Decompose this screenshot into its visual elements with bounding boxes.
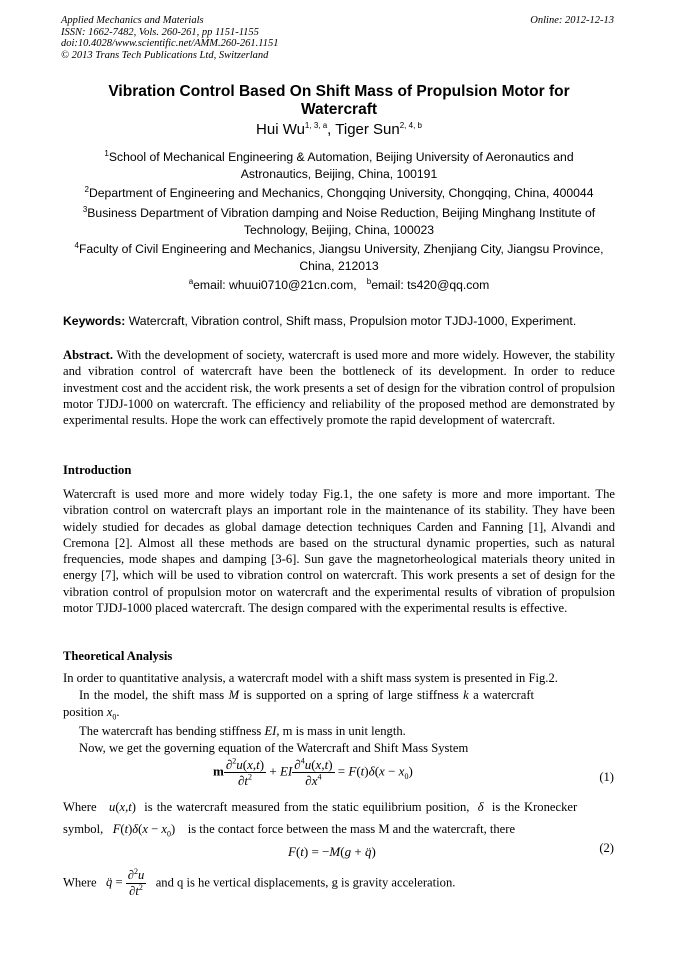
email-a-mark: a bbox=[188, 276, 194, 286]
theory-line-3: position $x_0$. bbox=[63, 705, 120, 722]
affiliation-text: China, 212013 bbox=[299, 258, 379, 273]
equation-1-number: (1) bbox=[599, 770, 614, 784]
paper-title bbox=[61, 83, 617, 119]
abstract bbox=[63, 347, 615, 428]
var-k: k bbox=[463, 688, 469, 702]
affiliation-3 bbox=[61, 205, 617, 238]
keywords bbox=[63, 314, 619, 328]
equation-2-number: (2) bbox=[599, 841, 614, 855]
online-date: Online: 2012-12-13 bbox=[530, 15, 614, 26]
where-line-2: symbol, $F(t)\delta(x - x_0)$ is the contact force between the mass M and the watercraft, there bbox=[63, 822, 516, 839]
var-x0: x bbox=[106, 705, 113, 719]
where-line-3: Where q̈ = $\frac{\partial^2u}{\partial t^2}$ and q is he vertical displacements, g is gravity acceleration. bbox=[63, 866, 456, 898]
keywords-label: Keywords: bbox=[63, 314, 126, 328]
copyright-line: © 2013 Trans Tech Publications Ltd, Switzerland bbox=[61, 49, 269, 61]
introduction-text: Watercraft is used more and more widely today Fig.1, the one safety is more and more important. The vibration control on watercraft plays an important role in the maintenance of its stability. They have been widely studied for decades as global damage detection techniques Carden and Fanning [1], Alvandi and Cremona [2]. Almost all these methods are based on the structural dynamic properties, such as natural frequencies, mode shapes and damping [3-6]. Sun gave the magnetorheological materials theory united in energy [7], which will be used to vibration control on watercraft. This work presents a set of design for the vibration control of propulsion motor on watercraft and the experimental results of vibration of propulsion motor TJDJ-1000 placed watercraft. The design compared with the experimental results is effective. bbox=[63, 487, 615, 616]
author-2-marks: 2, 4, b bbox=[399, 121, 422, 130]
author-1-marks: 1, 3, a bbox=[304, 121, 328, 130]
author-line bbox=[61, 121, 617, 139]
issn-line: ISSN: 1662-7482, Vols. 260-261, pp 1151-1155 bbox=[61, 26, 259, 38]
title-line-2: Watercraft bbox=[300, 101, 378, 118]
affiliation-text: Business Department of Vibration damping and Noise Reduction, Beijing Minghang Institute of bbox=[87, 206, 596, 220]
keywords-text: Watercraft, Vibration control, Shift mass, Propulsion motor TJDJ-1000, Experiment. bbox=[125, 314, 577, 328]
equation-2: F(t) = −M(g + q̈) bbox=[288, 844, 376, 859]
journal-name: Applied Mechanics and Materials bbox=[61, 15, 204, 26]
theory-line-5: Now, we get the governing equation of the Watercraft and Shift Mass System bbox=[79, 741, 469, 755]
affiliation-4 bbox=[61, 241, 617, 274]
section-heading-theoretical-analysis: Theoretical Analysis bbox=[63, 649, 173, 663]
section-heading-introduction: Introduction bbox=[63, 463, 132, 477]
journal-header bbox=[61, 15, 278, 61]
affiliation-text: Department of Engineering and Mechanics, Chongqing University, Chongqing, China, 400044 bbox=[88, 186, 594, 200]
doi-line: doi:10.4028/www.scientific.net/AMM.260-261.1151 bbox=[61, 38, 279, 49]
email-b: email: ts420@qq.com bbox=[371, 278, 490, 292]
email-line bbox=[61, 278, 617, 292]
author-1: Hui Wu bbox=[256, 121, 305, 138]
where-line-1: Where u(x,t) is the watercraft measured from the static equilibrium position, δ is the Kronecker bbox=[63, 800, 578, 814]
abstract-label: Abstract. bbox=[63, 348, 114, 362]
affiliation-number: 2 bbox=[84, 184, 89, 194]
affiliation-number: 1 bbox=[104, 148, 109, 158]
abstract-text: With the development of society, watercraft is used more and more widely. However, the stability and vibration control of watercraft have been the bottleneck of its development. In order to reduce investment cost and the accident risk, the work presents a set of design for the vibration control of propulsion motor TJDJ-1000 on watercraft. The efficiency and reliability of the proposed method are demonstrated by experimental results. Hope the work can effectively promote the rapid development of watercraft. bbox=[63, 348, 615, 428]
affiliation-text: Astronautics, Beijing, China, 100191 bbox=[240, 166, 438, 181]
var-M: M bbox=[228, 688, 240, 702]
affiliation-text: Technology, Beijing, China, 100023 bbox=[243, 222, 435, 237]
kronecker-delta-symbol: δ bbox=[477, 800, 484, 814]
affiliation-number: 4 bbox=[74, 240, 79, 250]
theory-line-1: In order to quantitative analysis, a watercraft model with a shift mass system is presented in Fig.2. bbox=[63, 671, 558, 685]
affiliation-text: Faculty of Civil Engineering and Mechanics, Jiangsu University, Zhenjiang City, Jiangsu Province, bbox=[78, 242, 604, 256]
email-a: email: whuui0710@21cn.com, bbox=[193, 278, 357, 292]
theory-line-4: The watercraft has bending stiffness EI, m is mass in unit length. bbox=[79, 724, 406, 738]
theory-line-2: In the model, the shift mass M is supported on a spring of large stiffness k a watercraft bbox=[79, 688, 535, 702]
affiliation-number: 3 bbox=[82, 204, 88, 214]
affiliation-2 bbox=[61, 185, 617, 202]
var-EI: EI bbox=[264, 724, 277, 738]
affiliation-1 bbox=[61, 149, 617, 182]
title-line-1: Vibration Control Based On Shift Mass of Propulsion Motor for bbox=[108, 83, 570, 100]
email-b-mark: b bbox=[366, 276, 372, 286]
affiliation-text: School of Mechanical Engineering & Automation, Beijing University of Aeronautics and bbox=[108, 150, 574, 164]
author-separator: , bbox=[327, 121, 336, 138]
author-2: Tiger Sun bbox=[335, 121, 400, 138]
equation-1: m $\frac{\partial^2u(x,t)}{\partial t^2}$ + EI $\frac{\partial^4u(x,t)}{\partial x^4}$ = $F(t)\delta(x - x_0)$ bbox=[213, 756, 413, 788]
